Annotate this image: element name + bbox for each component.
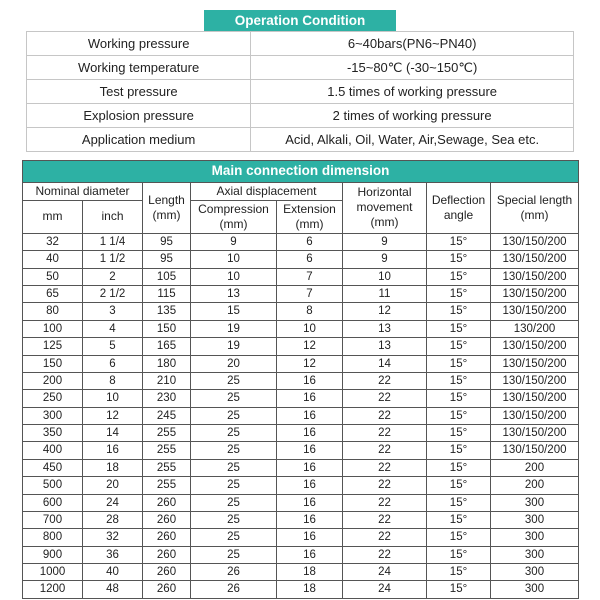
operation-row [27,80,574,104]
table-cell: 25 [191,546,277,563]
table-cell: 350 [23,425,83,442]
table-cell: 260 [143,529,191,546]
operation-table-body [27,32,574,152]
table-row [23,338,579,355]
table-cell: 22 [343,459,427,476]
table-cell: 300 [491,546,579,563]
table-row [23,320,579,337]
table-cell: 180 [143,355,191,372]
table-cell: 50 [23,268,83,285]
table-cell: 12 [277,355,343,372]
table-cell: 3 [83,303,143,320]
table-cell: 15° [427,303,491,320]
table-cell: 20 [191,355,277,372]
table-cell: 200 [491,477,579,494]
table-cell: 300 [23,407,83,424]
table-cell: 10 [191,268,277,285]
table-cell: 24 [343,581,427,598]
table-cell: 7 [277,286,343,303]
table-cell: 15° [427,581,491,598]
table-cell: 130/150/200 [491,251,579,268]
table-row [23,459,579,476]
table-row [23,355,579,372]
table-cell: 16 [277,477,343,494]
table-cell: 800 [23,529,83,546]
operation-row-value: 2 times of working pressure [251,104,574,128]
table-cell: 10 [277,320,343,337]
table-cell: 25 [191,372,277,389]
table-cell: 11 [343,286,427,303]
table-cell: 1 1/2 [83,251,143,268]
table-cell: 1 1/4 [83,233,143,250]
table-cell: 22 [343,407,427,424]
table-cell: 80 [23,303,83,320]
operation-row [27,32,574,56]
table-cell: 130/150/200 [491,442,579,459]
operation-row-label: Application medium [27,128,251,152]
table-cell: 300 [491,494,579,511]
table-cell: 165 [143,338,191,355]
table-cell: 200 [491,459,579,476]
table-cell: 40 [83,564,143,581]
table-cell: 32 [83,529,143,546]
table-cell: 130/150/200 [491,338,579,355]
table-cell: 15° [427,529,491,546]
table-cell: 260 [143,494,191,511]
table-cell: 2 [83,268,143,285]
table-row [23,286,579,303]
table-cell: 22 [343,477,427,494]
table-cell: 255 [143,459,191,476]
table-cell: 25 [191,459,277,476]
table-cell: 20 [83,477,143,494]
operation-row [27,128,574,152]
table-cell: 1000 [23,564,83,581]
table-cell: 9 [191,233,277,250]
header-inch: inch [83,200,143,233]
table-cell: 15° [427,390,491,407]
operation-condition-table [26,31,574,152]
table-cell: 25 [191,494,277,511]
table-cell: 250 [23,390,83,407]
table-row [23,564,579,581]
table-cell: 25 [191,407,277,424]
table-cell: 95 [143,233,191,250]
table-cell: 14 [83,425,143,442]
table-row [23,494,579,511]
table-cell: 10 [191,251,277,268]
table-cell: 150 [143,320,191,337]
header-extension: Extension (mm) [277,200,343,233]
table-cell: 25 [191,511,277,528]
table-row [23,268,579,285]
table-row [23,442,579,459]
table-cell: 255 [143,442,191,459]
header-nominal-diameter: Nominal diameter [23,182,143,200]
operation-condition-title: Operation Condition [204,10,396,31]
table-cell: 15° [427,407,491,424]
table-cell: 5 [83,338,143,355]
table-cell: 15 [191,303,277,320]
table-cell: 15° [427,251,491,268]
table-cell: 300 [491,564,579,581]
table-cell: 15° [427,459,491,476]
table-cell: 135 [143,303,191,320]
table-cell: 22 [343,529,427,546]
table-cell: 13 [343,320,427,337]
table-row [23,425,579,442]
table-cell: 16 [277,425,343,442]
table-cell: 130/150/200 [491,303,579,320]
table-cell: 15° [427,477,491,494]
table-cell: 16 [277,390,343,407]
table-cell: 130/200 [491,320,579,337]
operation-row-value: 6~40bars(PN6~PN40) [251,32,574,56]
table-cell: 15° [427,494,491,511]
header-horizontal-movement: Horizontal movement (mm) [343,182,427,233]
table-row [23,511,579,528]
table-cell: 16 [83,442,143,459]
table-cell: 450 [23,459,83,476]
table-cell: 300 [491,581,579,598]
table-cell: 18 [83,459,143,476]
table-cell: 12 [83,407,143,424]
table-cell: 16 [277,494,343,511]
table-cell: 9 [343,251,427,268]
table-cell: 12 [343,303,427,320]
table-cell: 18 [277,564,343,581]
operation-row-value: 1.5 times of working pressure [251,80,574,104]
table-cell: 15° [427,546,491,563]
table-cell: 25 [191,477,277,494]
table-cell: 6 [277,251,343,268]
table-cell: 15° [427,372,491,389]
table-cell: 22 [343,546,427,563]
table-cell: 22 [343,372,427,389]
table-cell: 95 [143,251,191,268]
table-cell: 14 [343,355,427,372]
table-cell: 130/150/200 [491,286,579,303]
table-cell: 22 [343,511,427,528]
table-cell: 16 [277,529,343,546]
table-cell: 15° [427,320,491,337]
table-cell: 8 [277,303,343,320]
table-cell: 16 [277,511,343,528]
table-cell: 100 [23,320,83,337]
table-cell: 13 [191,286,277,303]
table-cell: 125 [23,338,83,355]
main-connection-title: Main connection dimension [23,161,579,183]
table-cell: 130/150/200 [491,372,579,389]
table-cell: 2 1/2 [83,286,143,303]
operation-row-label: Explosion pressure [27,104,251,128]
table-row [23,303,579,320]
table-cell: 26 [191,581,277,598]
table-cell: 15° [427,511,491,528]
table-cell: 40 [23,251,83,268]
table-cell: 25 [191,425,277,442]
table-cell: 7 [277,268,343,285]
table-cell: 16 [277,546,343,563]
table-cell: 22 [343,442,427,459]
table-cell: 130/150/200 [491,268,579,285]
table-cell: 245 [143,407,191,424]
table-cell: 130/150/200 [491,425,579,442]
table-cell: 24 [343,564,427,581]
header-mm: mm [23,200,83,233]
table-cell: 28 [83,511,143,528]
operation-row [27,104,574,128]
table-cell: 230 [143,390,191,407]
table-cell: 32 [23,233,83,250]
table-cell: 260 [143,564,191,581]
table-cell: 48 [83,581,143,598]
table-cell: 9 [343,233,427,250]
table-cell: 260 [143,581,191,598]
table-cell: 6 [83,355,143,372]
table-cell: 15° [427,355,491,372]
table-cell: 6 [277,233,343,250]
table-cell: 16 [277,442,343,459]
main-connection-table [22,160,579,599]
header-axial-displacement: Axial displacement [191,182,343,200]
table-cell: 25 [191,529,277,546]
header-length: Length (mm) [143,182,191,233]
table-cell: 18 [277,581,343,598]
table-cell: 150 [23,355,83,372]
table-cell: 900 [23,546,83,563]
table-cell: 8 [83,372,143,389]
table-row [23,546,579,563]
table-cell: 12 [277,338,343,355]
table-cell: 65 [23,286,83,303]
operation-row-label: Working pressure [27,32,251,56]
table-cell: 4 [83,320,143,337]
table-cell: 13 [343,338,427,355]
header-compression: Compression (mm) [191,200,277,233]
table-cell: 22 [343,425,427,442]
table-cell: 260 [143,511,191,528]
operation-row-value: Acid, Alkali, Oil, Water, Air,Sewage, Sea etc. [251,128,574,152]
table-row [23,477,579,494]
table-cell: 19 [191,320,277,337]
table-cell: 700 [23,511,83,528]
table-cell: 10 [343,268,427,285]
operation-row-label: Working temperature [27,56,251,80]
table-cell: 15° [427,425,491,442]
header-special-length: Special length (mm) [491,182,579,233]
table-row [23,251,579,268]
table-cell: 130/150/200 [491,390,579,407]
table-row [23,529,579,546]
table-cell: 255 [143,477,191,494]
table-cell: 15° [427,338,491,355]
table-cell: 16 [277,459,343,476]
operation-row-value: -15~80℃ (-30~150℃) [251,56,574,80]
table-cell: 300 [491,511,579,528]
table-cell: 105 [143,268,191,285]
table-cell: 210 [143,372,191,389]
table-cell: 25 [191,390,277,407]
table-cell: 500 [23,477,83,494]
table-cell: 130/150/200 [491,233,579,250]
table-cell: 25 [191,442,277,459]
table-cell: 24 [83,494,143,511]
operation-row [27,56,574,80]
table-cell: 15° [427,268,491,285]
table-cell: 260 [143,546,191,563]
table-cell: 600 [23,494,83,511]
table-cell: 15° [427,564,491,581]
table-cell: 10 [83,390,143,407]
table-cell: 15° [427,233,491,250]
table-cell: 36 [83,546,143,563]
table-cell: 22 [343,494,427,511]
table-row [23,581,579,598]
table-cell: 1200 [23,581,83,598]
operation-row-label: Test pressure [27,80,251,104]
table-cell: 16 [277,407,343,424]
table-cell: 22 [343,390,427,407]
table-cell: 26 [191,564,277,581]
table-cell: 255 [143,425,191,442]
table-cell: 300 [491,529,579,546]
table-cell: 130/150/200 [491,355,579,372]
table-row [23,372,579,389]
table-row [23,233,579,250]
table-cell: 130/150/200 [491,407,579,424]
table-cell: 16 [277,372,343,389]
table-row [23,390,579,407]
table-row [23,407,579,424]
table-cell: 200 [23,372,83,389]
table-cell: 400 [23,442,83,459]
table-cell: 15° [427,286,491,303]
main-table-body [23,233,579,598]
table-cell: 19 [191,338,277,355]
header-deflection-angle: Deflection angle [427,182,491,233]
table-cell: 15° [427,442,491,459]
table-cell: 115 [143,286,191,303]
